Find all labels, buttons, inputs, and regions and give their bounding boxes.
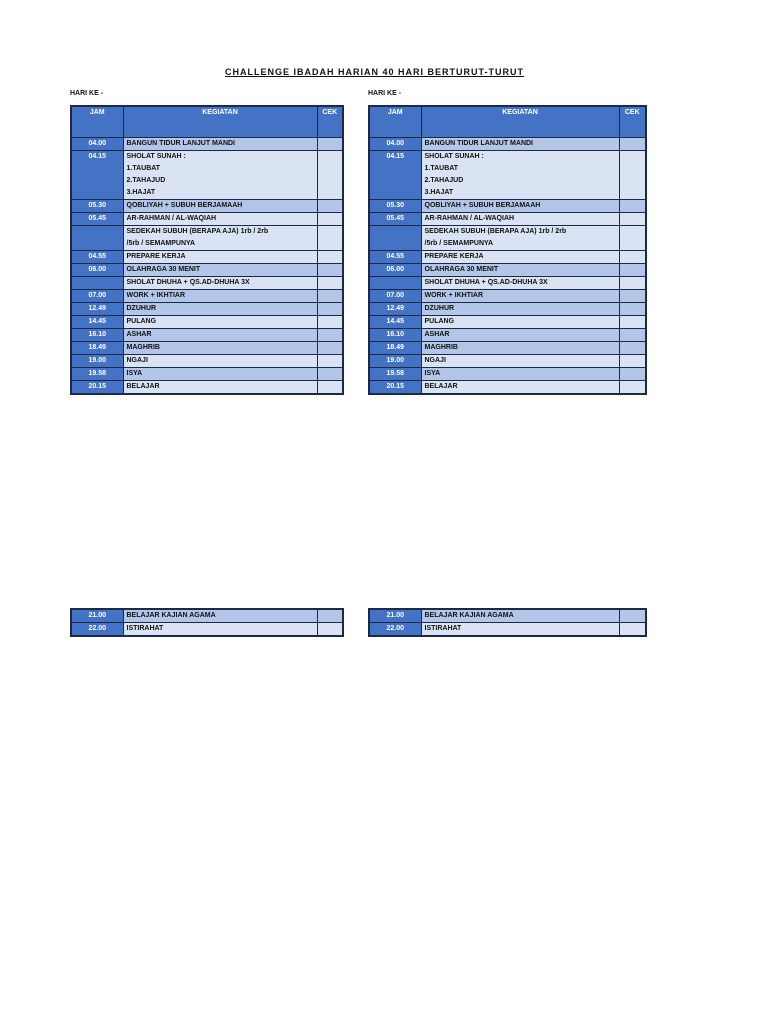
cek-checkbox[interactable] <box>317 609 343 623</box>
table-row <box>71 200 343 213</box>
cek-checkbox[interactable] <box>619 213 646 226</box>
kegiatan-line: BELAJAR <box>424 383 458 390</box>
header-jam: JAM <box>71 106 123 138</box>
jam-cell: 04.00 <box>369 138 421 151</box>
table-row <box>369 316 646 329</box>
table-row <box>369 277 646 290</box>
cek-checkbox[interactable] <box>317 381 343 395</box>
kegiatan-cell <box>421 226 619 251</box>
jam-cell: 06.00 <box>369 264 421 277</box>
cek-checkbox[interactable] <box>619 251 646 264</box>
kegiatan-line: DZUHUR <box>126 305 157 312</box>
table-row <box>369 623 646 637</box>
cek-checkbox[interactable] <box>317 213 343 226</box>
table-row <box>369 609 646 623</box>
table-row <box>369 200 646 213</box>
cek-checkbox[interactable] <box>619 277 646 290</box>
jam-cell: 14.45 <box>369 316 421 329</box>
kegiatan-line: AR-RAHMAN / AL-WAQIAH <box>424 215 515 222</box>
hari-ke-label-left: HARI KE - <box>70 90 104 97</box>
jam-cell: 19.00 <box>369 355 421 368</box>
kegiatan-cell <box>123 200 317 213</box>
kegiatan-cell <box>421 264 619 277</box>
table-row <box>369 342 646 355</box>
kegiatan-cell <box>421 381 619 395</box>
table-row <box>369 226 646 251</box>
kegiatan-cell <box>123 151 317 200</box>
kegiatan-line: /5rb / SEMAMPUNYA <box>126 240 196 247</box>
kegiatan-line: PULANG <box>424 318 455 325</box>
kegiatan-line: AR-RAHMAN / AL-WAQIAH <box>126 215 217 222</box>
jam-cell: 14.45 <box>71 316 123 329</box>
table-row <box>369 329 646 342</box>
cek-checkbox[interactable] <box>317 138 343 151</box>
jam-cell: 19.58 <box>369 368 421 381</box>
table-row <box>71 277 343 290</box>
cek-checkbox[interactable] <box>317 290 343 303</box>
kegiatan-line: 3.HAJAT <box>126 189 156 196</box>
kegiatan-line: BANGUN TIDUR LANJUT MANDI <box>126 140 235 147</box>
kegiatan-line: QOBLIYAH + SUBUH BERJAMAAH <box>424 202 541 209</box>
jam-cell: 19.00 <box>71 355 123 368</box>
jam-cell: 04.55 <box>71 251 123 264</box>
kegiatan-line: SHOLAT DHUHA + QS.AD-DHUHA 3X <box>424 279 548 286</box>
kegiatan-line: 3.HAJAT <box>424 189 454 196</box>
jam-cell <box>369 277 421 290</box>
jam-cell <box>369 226 421 251</box>
table-row <box>369 251 646 264</box>
schedule-table-right <box>368 105 647 395</box>
kegiatan-cell <box>421 368 619 381</box>
cek-checkbox[interactable] <box>317 251 343 264</box>
cek-checkbox[interactable] <box>317 200 343 213</box>
cek-checkbox[interactable] <box>619 381 646 395</box>
cek-checkbox[interactable] <box>619 609 646 623</box>
kegiatan-line: DZUHUR <box>424 305 455 312</box>
schedule-table-left <box>70 105 344 395</box>
jam-cell: 22.00 <box>369 623 421 637</box>
header-kegiatan: KEGIATAN <box>123 106 317 138</box>
table-row <box>71 226 343 251</box>
table-row <box>71 251 343 264</box>
kegiatan-cell <box>123 368 317 381</box>
kegiatan-cell <box>123 381 317 395</box>
kegiatan-cell <box>421 290 619 303</box>
kegiatan-line: MAGHRIB <box>424 344 458 351</box>
cek-checkbox[interactable] <box>317 368 343 381</box>
jam-cell: 04.55 <box>369 251 421 264</box>
kegiatan-line: SEDEKAH SUBUH (BERAPA AJA) 1rb / 2rb <box>126 228 269 235</box>
cek-checkbox[interactable] <box>619 151 646 200</box>
kegiatan-cell <box>421 151 619 200</box>
cek-checkbox[interactable] <box>317 316 343 329</box>
kegiatan-line: 2.TAHAJUD <box>424 177 464 184</box>
kegiatan-line: PREPARE KERJA <box>424 253 484 260</box>
kegiatan-line: OLAHRAGA 30 MENIT <box>126 266 201 273</box>
header-jam: JAM <box>369 106 421 138</box>
cek-checkbox[interactable] <box>619 623 646 637</box>
cek-checkbox[interactable] <box>619 290 646 303</box>
jam-cell: 04.15 <box>369 151 421 200</box>
table-row <box>369 138 646 151</box>
table-row <box>71 368 343 381</box>
kegiatan-line: BANGUN TIDUR LANJUT MANDI <box>424 140 533 147</box>
kegiatan-line: SHOLAT SUNAH : <box>126 153 186 160</box>
kegiatan-line: NGAJI <box>424 357 446 364</box>
jam-cell: 22.00 <box>71 623 123 637</box>
kegiatan-cell <box>123 138 317 151</box>
kegiatan-line: PULANG <box>126 318 157 325</box>
header-kegiatan: KEGIATAN <box>421 106 619 138</box>
kegiatan-line: WORK + IKHTIAR <box>126 292 186 299</box>
jam-cell: 16.10 <box>71 329 123 342</box>
cek-checkbox[interactable] <box>619 329 646 342</box>
kegiatan-line: 1.TAUBAT <box>126 165 161 172</box>
table-row <box>71 623 343 637</box>
kegiatan-cell <box>123 290 317 303</box>
cek-checkbox[interactable] <box>619 355 646 368</box>
table-row <box>369 290 646 303</box>
kegiatan-line: BELAJAR KAJIAN AGAMA <box>424 612 514 619</box>
jam-cell: 05.30 <box>369 200 421 213</box>
kegiatan-cell <box>421 316 619 329</box>
kegiatan-cell <box>421 623 619 637</box>
cek-checkbox[interactable] <box>619 316 646 329</box>
kegiatan-line: SHOLAT DHUHA + QS.AD-DHUHA 3X <box>126 279 250 286</box>
kegiatan-cell <box>123 329 317 342</box>
kegiatan-cell <box>421 138 619 151</box>
kegiatan-line: ASHAR <box>424 331 450 338</box>
kegiatan-cell <box>421 342 619 355</box>
kegiatan-line: ISTIRAHAT <box>424 625 462 632</box>
jam-cell: 12.49 <box>71 303 123 316</box>
table-header-row <box>369 106 646 138</box>
kegiatan-cell <box>123 342 317 355</box>
table-row <box>71 329 343 342</box>
table-header-row <box>71 106 343 138</box>
table-row <box>71 290 343 303</box>
cek-checkbox[interactable] <box>619 200 646 213</box>
header-cek: CEK <box>619 106 646 138</box>
kegiatan-cell <box>421 303 619 316</box>
kegiatan-line: ISYA <box>424 370 441 377</box>
jam-cell: 05.45 <box>71 213 123 226</box>
jam-cell: 18.49 <box>369 342 421 355</box>
cek-checkbox[interactable] <box>317 226 343 251</box>
jam-cell: 21.00 <box>369 609 421 623</box>
kegiatan-line: SHOLAT SUNAH : <box>424 153 484 160</box>
kegiatan-line: BELAJAR <box>126 383 160 390</box>
table-row <box>71 355 343 368</box>
kegiatan-cell <box>123 264 317 277</box>
kegiatan-cell <box>123 213 317 226</box>
kegiatan-line: WORK + IKHTIAR <box>424 292 484 299</box>
table-row <box>71 609 343 623</box>
schedule-table-left-continued <box>70 608 344 637</box>
jam-cell: 19.58 <box>71 368 123 381</box>
table-row <box>71 151 343 200</box>
page-title: CHALLENGE IBADAH HARIAN 40 HARI BERTURUT-TURUT <box>225 67 524 77</box>
table-row <box>71 213 343 226</box>
cek-checkbox[interactable] <box>619 264 646 277</box>
cek-checkbox[interactable] <box>317 329 343 342</box>
kegiatan-line: BELAJAR KAJIAN AGAMA <box>126 612 216 619</box>
jam-cell: 16.10 <box>369 329 421 342</box>
kegiatan-line: NGAJI <box>126 357 148 364</box>
cek-checkbox[interactable] <box>619 368 646 381</box>
jam-cell: 18.49 <box>71 342 123 355</box>
table-row <box>71 316 343 329</box>
jam-cell: 20.15 <box>71 381 123 395</box>
cek-checkbox[interactable] <box>317 151 343 200</box>
table-row <box>71 138 343 151</box>
cek-checkbox[interactable] <box>317 355 343 368</box>
jam-cell: 05.30 <box>71 200 123 213</box>
cek-checkbox[interactable] <box>619 138 646 151</box>
table-row <box>369 303 646 316</box>
kegiatan-cell <box>123 226 317 251</box>
jam-cell: 21.00 <box>71 609 123 623</box>
kegiatan-line: ISYA <box>126 370 143 377</box>
schedule-table-right-continued <box>368 608 647 637</box>
kegiatan-cell <box>421 213 619 226</box>
table-row <box>71 303 343 316</box>
cek-checkbox[interactable] <box>619 226 646 251</box>
jam-cell <box>71 226 123 251</box>
table-row <box>71 342 343 355</box>
cek-checkbox[interactable] <box>619 342 646 355</box>
table-row <box>369 368 646 381</box>
jam-cell: 07.00 <box>71 290 123 303</box>
kegiatan-cell <box>123 277 317 290</box>
cek-checkbox[interactable] <box>619 303 646 316</box>
kegiatan-line: SEDEKAH SUBUH (BERAPA AJA) 1rb / 2rb <box>424 228 567 235</box>
kegiatan-cell <box>421 355 619 368</box>
kegiatan-line: ISTIRAHAT <box>126 625 164 632</box>
kegiatan-line: ASHAR <box>126 331 152 338</box>
kegiatan-line: MAGHRIB <box>126 344 160 351</box>
table-row <box>369 381 646 395</box>
kegiatan-cell <box>421 609 619 623</box>
jam-cell: 06.00 <box>71 264 123 277</box>
kegiatan-cell <box>123 623 317 637</box>
cek-checkbox[interactable] <box>317 342 343 355</box>
jam-cell: 12.49 <box>369 303 421 316</box>
kegiatan-cell <box>123 251 317 264</box>
kegiatan-cell <box>123 316 317 329</box>
table-row <box>369 355 646 368</box>
kegiatan-line: OLAHRAGA 30 MENIT <box>424 266 499 273</box>
jam-cell: 20.15 <box>369 381 421 395</box>
kegiatan-cell <box>123 355 317 368</box>
cek-checkbox[interactable] <box>317 623 343 637</box>
jam-cell: 05.45 <box>369 213 421 226</box>
table-row <box>71 264 343 277</box>
table-row <box>369 213 646 226</box>
kegiatan-cell <box>421 251 619 264</box>
table-row <box>369 264 646 277</box>
cek-checkbox[interactable] <box>317 277 343 290</box>
cek-checkbox[interactable] <box>317 264 343 277</box>
kegiatan-line: PREPARE KERJA <box>126 253 186 260</box>
kegiatan-line: 1.TAUBAT <box>424 165 459 172</box>
kegiatan-cell <box>123 303 317 316</box>
table-row <box>369 151 646 200</box>
kegiatan-cell <box>421 277 619 290</box>
hari-ke-label-right: HARI KE - <box>368 90 402 97</box>
header-cek: CEK <box>317 106 343 138</box>
jam-cell: 07.00 <box>369 290 421 303</box>
cek-checkbox[interactable] <box>317 303 343 316</box>
table-row <box>71 381 343 395</box>
kegiatan-line: /5rb / SEMAMPUNYA <box>424 240 494 247</box>
jam-cell: 04.00 <box>71 138 123 151</box>
kegiatan-cell <box>421 200 619 213</box>
kegiatan-line: QOBLIYAH + SUBUH BERJAMAAH <box>126 202 243 209</box>
jam-cell: 04.15 <box>71 151 123 200</box>
jam-cell <box>71 277 123 290</box>
kegiatan-line: 2.TAHAJUD <box>126 177 166 184</box>
kegiatan-cell <box>421 329 619 342</box>
kegiatan-cell <box>123 609 317 623</box>
